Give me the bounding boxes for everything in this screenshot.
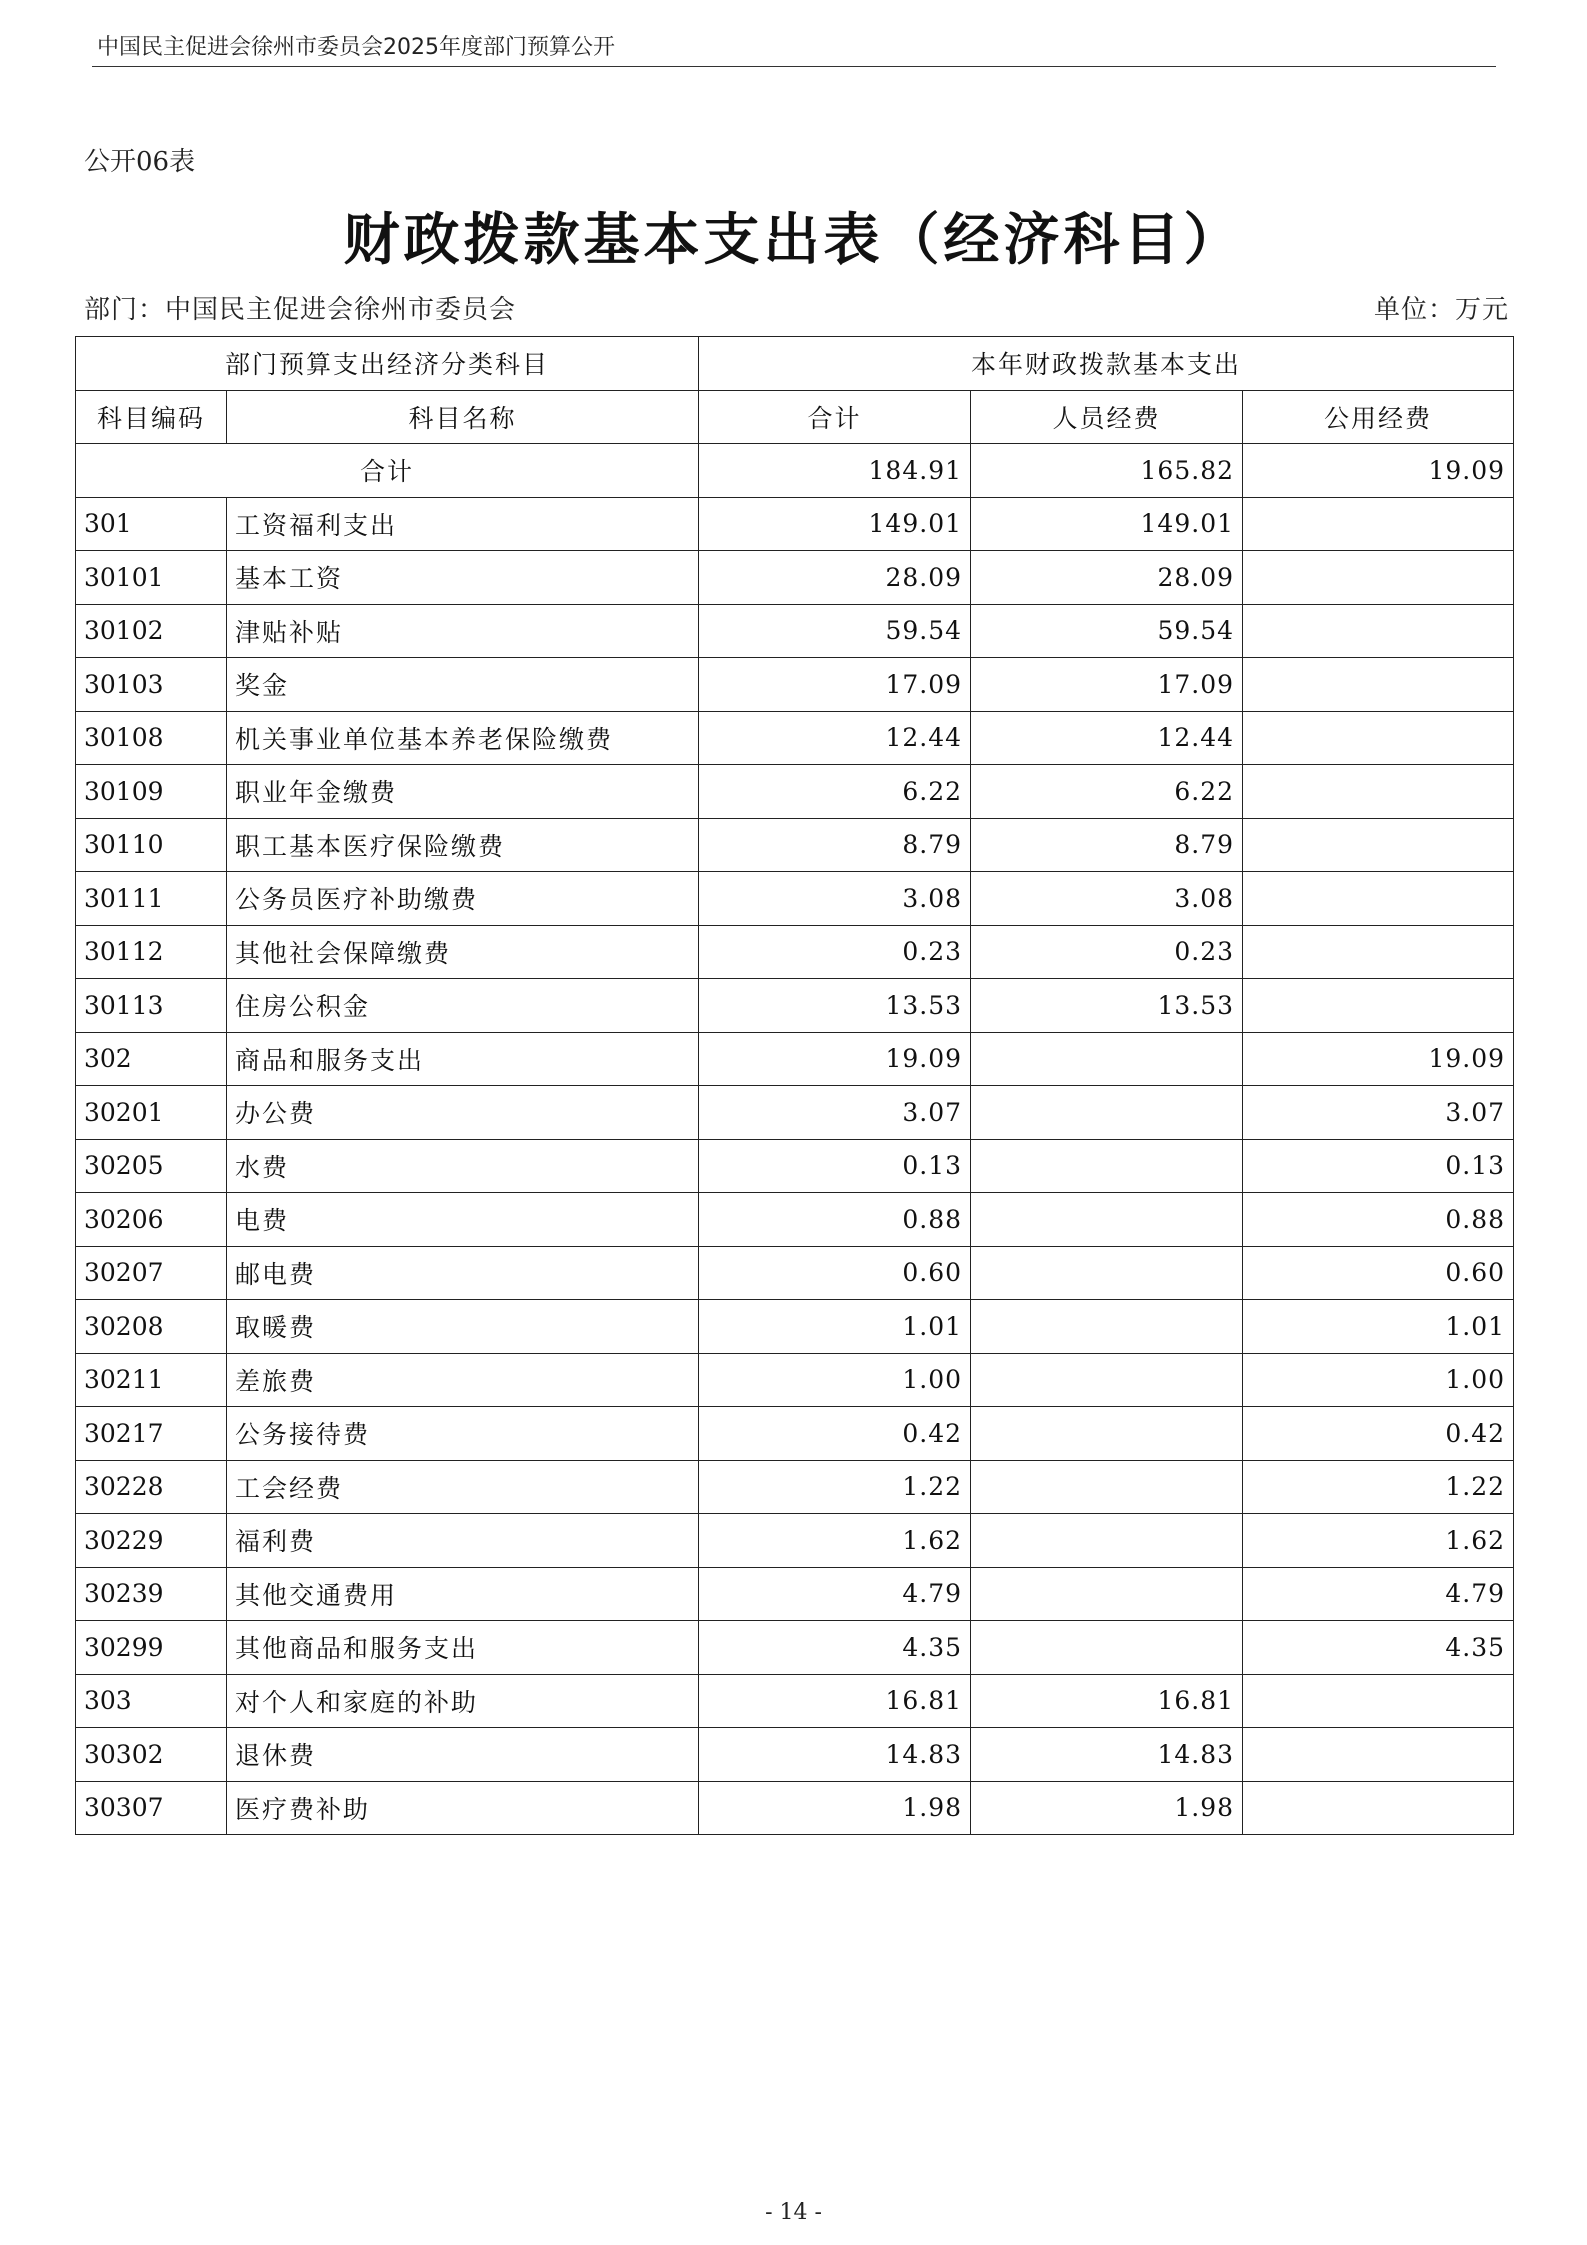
row-total: 3.07 bbox=[699, 1086, 971, 1140]
row-code: 30111 bbox=[76, 872, 227, 926]
unit-label: 单位：万元 bbox=[1373, 295, 1509, 325]
row-total: 3.08 bbox=[699, 872, 971, 926]
row-name: 津贴补贴 bbox=[227, 604, 699, 658]
table-row bbox=[76, 1407, 1514, 1461]
table-row bbox=[76, 1353, 1514, 1407]
row-name: 职业年金缴费 bbox=[227, 765, 699, 819]
row-code: 30103 bbox=[76, 658, 227, 712]
table-row bbox=[76, 1781, 1514, 1835]
row-code: 30207 bbox=[76, 1246, 227, 1300]
row-public: 0.60 bbox=[1243, 1246, 1514, 1300]
row-personnel bbox=[971, 1139, 1243, 1193]
row-personnel: 1.98 bbox=[971, 1781, 1243, 1835]
column-header-name: 科目名称 bbox=[227, 390, 699, 444]
table-row bbox=[76, 1086, 1514, 1140]
row-public: 19.09 bbox=[1243, 1032, 1514, 1086]
table-row bbox=[76, 979, 1514, 1033]
row-public bbox=[1243, 1674, 1514, 1728]
table-row bbox=[76, 1514, 1514, 1568]
row-total: 1.62 bbox=[699, 1514, 971, 1568]
table-row bbox=[76, 1460, 1514, 1514]
row-code: 302 bbox=[76, 1032, 227, 1086]
row-code: 30101 bbox=[76, 551, 227, 605]
row-name: 工会经费 bbox=[227, 1460, 699, 1514]
row-public bbox=[1243, 658, 1514, 712]
row-name: 其他社会保障缴费 bbox=[227, 925, 699, 979]
table-row bbox=[76, 497, 1514, 551]
row-name: 对个人和家庭的补助 bbox=[227, 1674, 699, 1728]
row-code: 30201 bbox=[76, 1086, 227, 1140]
row-code: 30110 bbox=[76, 818, 227, 872]
row-code: 30302 bbox=[76, 1728, 227, 1782]
row-name: 公务接待费 bbox=[227, 1407, 699, 1461]
page-number: - 14 - bbox=[765, 2200, 822, 2225]
row-code: 30113 bbox=[76, 979, 227, 1033]
row-personnel: 16.81 bbox=[971, 1674, 1243, 1728]
row-personnel: 3.08 bbox=[971, 872, 1243, 926]
row-total: 1.01 bbox=[699, 1300, 971, 1354]
row-name: 基本工资 bbox=[227, 551, 699, 605]
table-row bbox=[76, 1300, 1514, 1354]
group-header-basic-expenditure: 本年财政拨款基本支出 bbox=[699, 337, 1514, 391]
header-divider bbox=[92, 66, 1496, 67]
row-personnel bbox=[971, 1300, 1243, 1354]
row-total: 4.79 bbox=[699, 1567, 971, 1621]
row-public: 3.07 bbox=[1243, 1086, 1514, 1140]
row-personnel: 28.09 bbox=[971, 551, 1243, 605]
row-code: 30109 bbox=[76, 765, 227, 819]
total-row bbox=[76, 444, 1514, 498]
row-personnel: 17.09 bbox=[971, 658, 1243, 712]
row-name: 医疗费补助 bbox=[227, 1781, 699, 1835]
row-total: 6.22 bbox=[699, 765, 971, 819]
row-public bbox=[1243, 604, 1514, 658]
row-personnel bbox=[971, 1567, 1243, 1621]
row-total: 8.79 bbox=[699, 818, 971, 872]
row-name: 工资福利支出 bbox=[227, 497, 699, 551]
row-total: 12.44 bbox=[699, 711, 971, 765]
row-total: 4.35 bbox=[699, 1621, 971, 1675]
table-row bbox=[76, 1246, 1514, 1300]
row-name: 职工基本医疗保险缴费 bbox=[227, 818, 699, 872]
row-personnel bbox=[971, 1032, 1243, 1086]
row-name: 办公费 bbox=[227, 1086, 699, 1140]
row-name: 住房公积金 bbox=[227, 979, 699, 1033]
row-total: 19.09 bbox=[699, 1032, 971, 1086]
row-name: 其他商品和服务支出 bbox=[227, 1621, 699, 1675]
row-personnel bbox=[971, 1086, 1243, 1140]
row-personnel: 13.53 bbox=[971, 979, 1243, 1033]
table-number: 公开06表 bbox=[84, 147, 196, 177]
table-row bbox=[76, 551, 1514, 605]
row-total: 0.13 bbox=[699, 1139, 971, 1193]
row-code: 30307 bbox=[76, 1781, 227, 1835]
row-name: 退休费 bbox=[227, 1728, 699, 1782]
row-public bbox=[1243, 925, 1514, 979]
row-public: 4.35 bbox=[1243, 1621, 1514, 1675]
table-row bbox=[76, 658, 1514, 712]
row-total: 14.83 bbox=[699, 1728, 971, 1782]
row-personnel bbox=[971, 1514, 1243, 1568]
column-header-total: 合计 bbox=[699, 390, 971, 444]
table-row bbox=[76, 872, 1514, 926]
group-header-classification: 部门预算支出经济分类科目 bbox=[76, 337, 699, 391]
table-row bbox=[76, 1728, 1514, 1782]
row-code: 301 bbox=[76, 497, 227, 551]
row-public: 4.79 bbox=[1243, 1567, 1514, 1621]
row-name: 其他交通费用 bbox=[227, 1567, 699, 1621]
row-personnel: 14.83 bbox=[971, 1728, 1243, 1782]
table-row bbox=[76, 1567, 1514, 1621]
row-total: 1.98 bbox=[699, 1781, 971, 1835]
column-header-personnel: 人员经费 bbox=[971, 390, 1243, 444]
column-header-row bbox=[76, 390, 1514, 444]
row-total: 17.09 bbox=[699, 658, 971, 712]
table-row bbox=[76, 818, 1514, 872]
row-total: 1.00 bbox=[699, 1353, 971, 1407]
row-name: 电费 bbox=[227, 1193, 699, 1247]
row-name: 邮电费 bbox=[227, 1246, 699, 1300]
table-row bbox=[76, 1139, 1514, 1193]
row-total: 13.53 bbox=[699, 979, 971, 1033]
table-row bbox=[76, 1193, 1514, 1247]
total-row-personnel: 165.82 bbox=[971, 444, 1243, 498]
column-header-public: 公用经费 bbox=[1243, 390, 1514, 444]
row-personnel: 149.01 bbox=[971, 497, 1243, 551]
row-public: 1.01 bbox=[1243, 1300, 1514, 1354]
row-public: 0.42 bbox=[1243, 1407, 1514, 1461]
row-personnel: 59.54 bbox=[971, 604, 1243, 658]
row-name: 公务员医疗补助缴费 bbox=[227, 872, 699, 926]
row-code: 30102 bbox=[76, 604, 227, 658]
row-personnel bbox=[971, 1460, 1243, 1514]
row-code: 30108 bbox=[76, 711, 227, 765]
row-personnel bbox=[971, 1193, 1243, 1247]
total-row-label: 合计 bbox=[76, 444, 699, 498]
row-public: 1.22 bbox=[1243, 1460, 1514, 1514]
row-name: 差旅费 bbox=[227, 1353, 699, 1407]
row-code: 30206 bbox=[76, 1193, 227, 1247]
table-row bbox=[76, 1674, 1514, 1728]
row-public: 0.13 bbox=[1243, 1139, 1514, 1193]
page-title: 财政拨款基本支出表（经济科目） bbox=[343, 207, 1244, 273]
row-personnel: 0.23 bbox=[971, 925, 1243, 979]
row-total: 0.60 bbox=[699, 1246, 971, 1300]
table-row bbox=[76, 1621, 1514, 1675]
row-personnel: 6.22 bbox=[971, 765, 1243, 819]
row-name: 取暖费 bbox=[227, 1300, 699, 1354]
table-row bbox=[76, 765, 1514, 819]
row-name: 商品和服务支出 bbox=[227, 1032, 699, 1086]
table-row bbox=[76, 925, 1514, 979]
department-label: 部门：中国民主促进会徐州市委员会 bbox=[84, 295, 517, 325]
row-public bbox=[1243, 551, 1514, 605]
row-total: 0.23 bbox=[699, 925, 971, 979]
row-public bbox=[1243, 979, 1514, 1033]
row-public: 1.62 bbox=[1243, 1514, 1514, 1568]
row-public: 0.88 bbox=[1243, 1193, 1514, 1247]
row-total: 0.42 bbox=[699, 1407, 971, 1461]
table-row bbox=[76, 604, 1514, 658]
row-code: 303 bbox=[76, 1674, 227, 1728]
row-code: 30208 bbox=[76, 1300, 227, 1354]
row-total: 1.22 bbox=[699, 1460, 971, 1514]
row-name: 水费 bbox=[227, 1139, 699, 1193]
row-code: 30239 bbox=[76, 1567, 227, 1621]
table-row bbox=[76, 1032, 1514, 1086]
row-code: 30211 bbox=[76, 1353, 227, 1407]
row-public bbox=[1243, 765, 1514, 819]
row-personnel bbox=[971, 1353, 1243, 1407]
row-code: 30229 bbox=[76, 1514, 227, 1568]
row-code: 30112 bbox=[76, 925, 227, 979]
row-public bbox=[1243, 872, 1514, 926]
row-total: 16.81 bbox=[699, 1674, 971, 1728]
budget-table bbox=[75, 336, 1514, 1835]
row-public: 1.00 bbox=[1243, 1353, 1514, 1407]
row-code: 30299 bbox=[76, 1621, 227, 1675]
row-public bbox=[1243, 818, 1514, 872]
row-name: 机关事业单位基本养老保险缴费 bbox=[227, 711, 699, 765]
row-public bbox=[1243, 497, 1514, 551]
row-code: 30217 bbox=[76, 1407, 227, 1461]
row-personnel: 12.44 bbox=[971, 711, 1243, 765]
row-personnel: 8.79 bbox=[971, 818, 1243, 872]
row-personnel bbox=[971, 1246, 1243, 1300]
row-total: 59.54 bbox=[699, 604, 971, 658]
group-header-row bbox=[76, 337, 1514, 391]
column-header-code: 科目编码 bbox=[76, 390, 227, 444]
row-public bbox=[1243, 711, 1514, 765]
running-header: 中国民主促进会徐州市委员会2025年度部门预算公开 bbox=[97, 35, 615, 60]
row-code: 30228 bbox=[76, 1460, 227, 1514]
row-personnel bbox=[971, 1407, 1243, 1461]
row-public bbox=[1243, 1728, 1514, 1782]
row-code: 30205 bbox=[76, 1139, 227, 1193]
row-personnel bbox=[971, 1621, 1243, 1675]
row-total: 149.01 bbox=[699, 497, 971, 551]
total-row-total: 184.91 bbox=[699, 444, 971, 498]
total-row-public: 19.09 bbox=[1243, 444, 1514, 498]
row-name: 福利费 bbox=[227, 1514, 699, 1568]
row-public bbox=[1243, 1781, 1514, 1835]
table-row bbox=[76, 711, 1514, 765]
row-total: 0.88 bbox=[699, 1193, 971, 1247]
row-name: 奖金 bbox=[227, 658, 699, 712]
row-total: 28.09 bbox=[699, 551, 971, 605]
